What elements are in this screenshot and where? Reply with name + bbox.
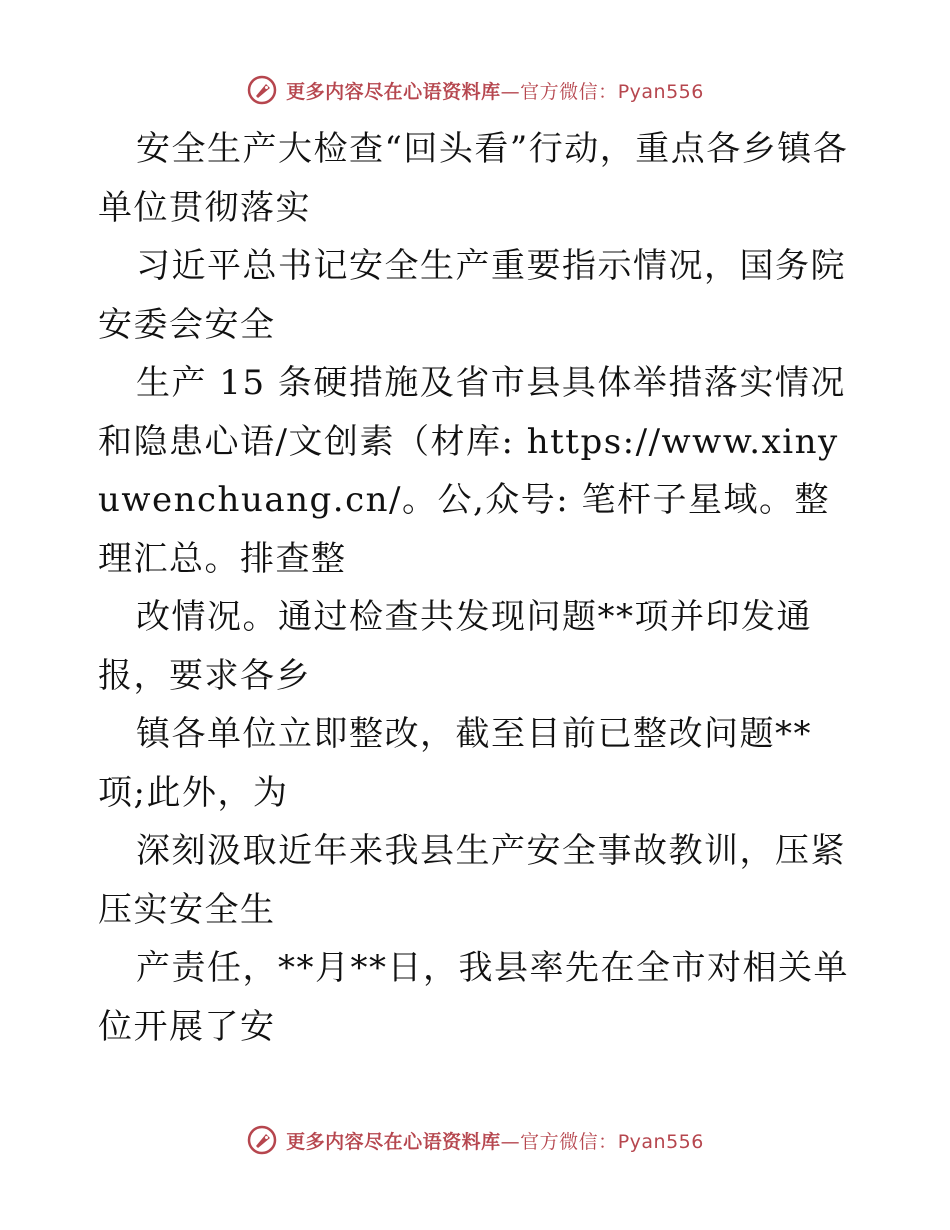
banner-dash: — (500, 80, 521, 103)
paragraph: 产责任，**月**日，我县率先在全市对相关单位开展了安 (98, 948, 849, 1047)
banner-wechat-label: 官方微信： (520, 80, 618, 103)
paragraph: 镇各单位立即整改，截至目前已整改问题**项;此外，为 (98, 714, 812, 813)
banner-wechat-id: Pyan556 (617, 1130, 704, 1153)
page-footer-banner (0, 1120, 950, 1160)
banner-text (286, 1127, 704, 1154)
page-header-banner (0, 70, 950, 110)
paragraph: 习近平总书记安全生产重要指示情况，国务院安委会安全 (98, 246, 846, 345)
paragraph: 生产 15 条硬措施及省市县具体举措落实情况和隐患心语/文创素（材库: https://www.xinyuwenchuang.cn/。公,众号: 笔杆子星域。整理汇总。排查整 (98, 363, 846, 579)
paragraph: 安全生产大检查“回头看”行动，重点各乡镇各单位贯彻落实 (98, 129, 849, 228)
banner-wechat-label: 官方微信： (520, 1130, 618, 1153)
banner-text (286, 77, 704, 104)
banner-dash: — (500, 1130, 521, 1153)
paragraph: 深刻汲取近年来我县生产安全事故教训，压紧压实安全生 (98, 831, 846, 930)
pen-nib-logo-icon (246, 1124, 278, 1156)
document-body (98, 120, 858, 1056)
paragraph: 改情况。通过检查共发现问题**项并印发通报，要求各乡 (98, 597, 812, 696)
banner-title: 更多内容尽在心语资料库 (286, 80, 501, 103)
pen-nib-logo-icon (246, 74, 278, 106)
banner-title: 更多内容尽在心语资料库 (286, 1130, 501, 1153)
banner-wechat-id: Pyan556 (617, 80, 704, 103)
